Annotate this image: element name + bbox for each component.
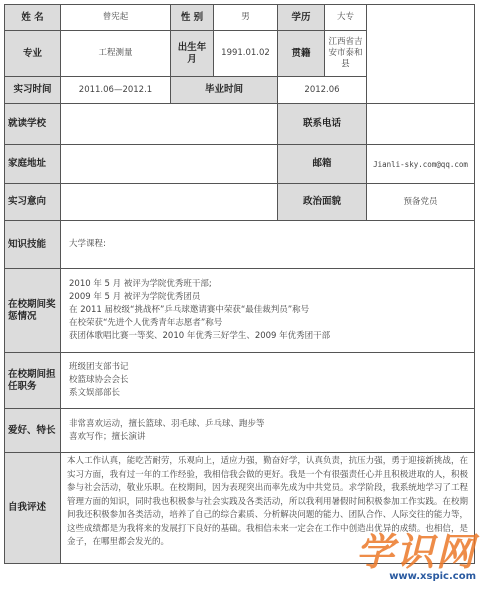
political-label: 政治面貌 (278, 184, 367, 221)
hobbies-item: 非常喜欢运动，擅长篮球、羽毛球、乒乓球、跑步等 (69, 418, 265, 429)
education-value: 大专 (325, 5, 367, 31)
origin-value: 江西省吉安市泰和县 (325, 31, 367, 77)
row-duties (5, 353, 475, 409)
row-hobbies (5, 409, 475, 453)
internship-time-label: 实习时间 (5, 77, 61, 104)
school-label: 就读学校 (5, 104, 61, 145)
row-skills (5, 221, 475, 269)
awards-list (61, 269, 475, 353)
phone-value (367, 104, 475, 145)
birth-label: 出生年月 (171, 31, 214, 77)
awards-item: 在校荣获“先进个人优秀青年志愿者”称号 (69, 318, 223, 328)
row-name (5, 5, 475, 31)
school-value (61, 104, 278, 145)
row-intention (5, 184, 475, 221)
duties-item: 班级团支部书记 (69, 362, 129, 372)
duties-item: 系文娱部部长 (69, 388, 121, 398)
awards-item: 2009 年 5 月 被评为学院优秀团员 (69, 292, 201, 302)
name-value: 曾宪起 (61, 5, 171, 31)
email-value: Jianli-sky.com@qq.com (367, 145, 475, 184)
row-school (5, 104, 475, 145)
skills-value: 大学课程: (61, 221, 475, 269)
address-value (61, 145, 278, 184)
major-label: 专业 (5, 31, 61, 77)
hobbies-item: 喜欢写作；擅长演讲 (69, 431, 146, 442)
internship-time-value: 2011.06—2012.1 (61, 77, 171, 104)
intention-value (61, 184, 278, 221)
duties-item: 校篮球协会会长 (69, 375, 129, 385)
awards-label: 在校期间奖惩情况 (5, 269, 61, 353)
gender-value: 男 (214, 5, 278, 31)
name-label: 姓 名 (5, 5, 61, 31)
duties-list (61, 353, 475, 409)
hobbies-label: 爱好、特长 (5, 409, 61, 453)
origin-label: 贯籍 (278, 31, 325, 77)
email-label: 邮箱 (278, 145, 367, 184)
gender-label: 性 别 (171, 5, 214, 31)
education-label: 学历 (278, 5, 325, 31)
major-value: 工程测量 (61, 31, 171, 77)
awards-item: 获团体歌唱比赛一等奖、2010 年优秀三好学生、2009 年优秀团干部 (69, 331, 331, 341)
political-value: 预备党员 (367, 184, 475, 221)
phone-label: 联系电话 (278, 104, 367, 145)
graduation-time-label: 毕业时间 (171, 77, 278, 104)
graduation-time-value: 2012.06 (278, 77, 367, 104)
address-label: 家庭地址 (5, 145, 61, 184)
row-address (5, 145, 475, 184)
resume-table (4, 4, 475, 564)
hobbies-list (61, 409, 475, 453)
self-eval-text: 本人工作认真，能吃苦耐劳，乐观向上，适应力强，勤奋好学，认真负责，抗压力强，勇于迎接新挑战，在实习方面，我有过一年的工作经验，我相信我会做的更好。我是一个有很强责任心并且积极进取的人，积极参与社会活动，敬业乐职。在校期间，因为表现突出而率先成为中共党员。求学阶段，我系统地学习了工程管理方面的知识，同时我也积极参与社会实践及各类活动，所以我利用暑假时间积极参加工作实践。在校期间我还积极参加各类活动，培养了自己的综合素质、分析解决问题的能力、团队合作、人际交往的能力等，这些成绩都是为我将来的发展打下良好的基础。我相信未来一定会在工作中创造出优异的成绩。也相信，是金子，在哪里都会发光的。 (61, 453, 475, 564)
row-awards (5, 269, 475, 353)
photo-placeholder (367, 5, 475, 104)
birth-value: 1991.01.02 (214, 31, 278, 77)
duties-label: 在校期间担任职务 (5, 353, 61, 409)
self-eval-label: 自我评述 (5, 453, 61, 564)
intention-label: 实习意向 (5, 184, 61, 221)
watermark-url: www.xspic.com (389, 571, 476, 582)
awards-item: 在 2011 届校级“挑战杯”乒乓球邀请赛中荣获“最佳裁判员”称号 (69, 305, 310, 315)
awards-item: 2010 年 5 月 被评为学院优秀班干部; (69, 279, 212, 289)
row-self-eval (5, 453, 475, 564)
watermark-main-text: 学识网 (355, 530, 476, 574)
skills-label: 知识技能 (5, 221, 61, 269)
